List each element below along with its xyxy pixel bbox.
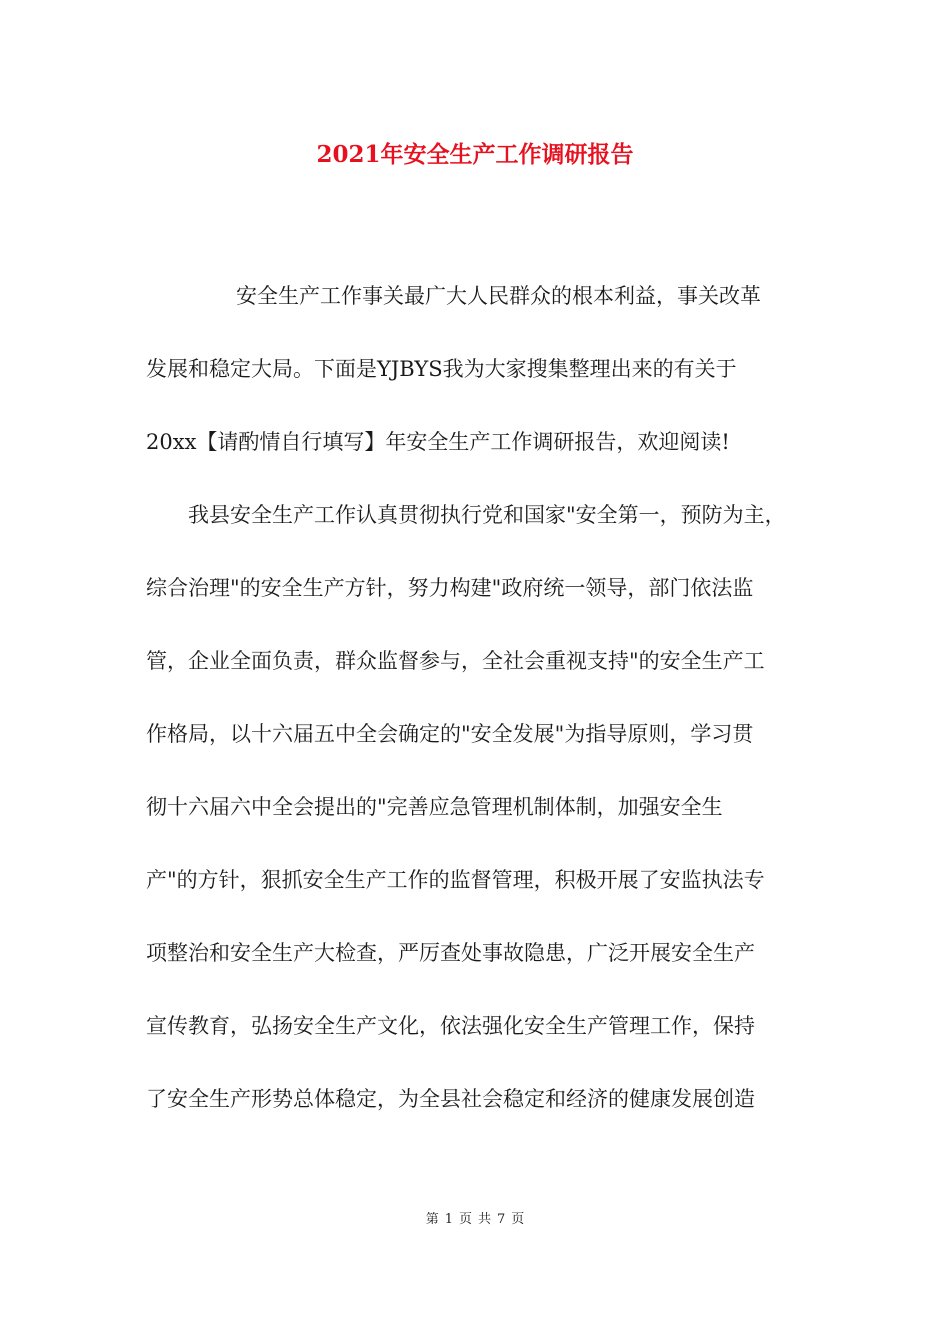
paragraph-line: 管，企业全面负责，群众监督参与，全社会重视支持"的安全生产工: [146, 649, 765, 673]
paragraph-line: 我县安全生产工作认真贯彻执行党和国家"安全第一，预防为主，: [188, 503, 786, 527]
paragraph-line: 综合治理"的安全生产方针，努力构建"政府统一领导，部门依法监: [146, 576, 754, 600]
footer-page-suffix: 页: [511, 1212, 525, 1227]
footer-page-word: 页: [458, 1212, 472, 1227]
footer-current-page: 1: [444, 1212, 453, 1227]
paragraph-main: [146, 479, 808, 1136]
paragraph-intro: [146, 260, 808, 479]
paragraph-line: 20xx【请酌情自行填写】年安全生产工作调研报告，欢迎阅读!: [146, 430, 730, 454]
paragraph-line: 宣传教育，弘扬安全生产文化，依法强化安全生产管理工作，保持: [146, 1014, 755, 1038]
paragraph-line: 了安全生产形势总体稳定，为全县社会稳定和经济的健康发展创造: [146, 1087, 755, 1111]
paragraph-line: 安全生产工作事关最广大人民群众的根本利益，事关改革: [236, 284, 761, 308]
page-footer: [0, 1208, 950, 1227]
paragraph-line: 项整治和安全生产大检查，严厉查处事故隐患，广泛开展安全生产: [146, 941, 755, 965]
paragraph-line: 作格局，以十六届五中全会确定的"安全发展"为指导原则，学习贯: [146, 722, 754, 746]
footer-total-pages: 7: [497, 1212, 506, 1227]
paragraph-line: 发展和稳定大局。下面是YJBYS我为大家搜集整理出来的有关于: [146, 357, 737, 381]
paragraph-line: 彻十六届六中全会提出的"完善应急管理机制体制，加强安全生: [146, 795, 723, 819]
paragraph-line: 产"的方针，狠抓安全生产工作的监督管理，积极开展了安监执法专: [146, 868, 765, 892]
footer-total-prefix: 共: [478, 1212, 492, 1227]
footer-page-prefix: 第: [425, 1212, 439, 1227]
document-title: 2021年安全生产工作调研报告: [316, 141, 634, 168]
